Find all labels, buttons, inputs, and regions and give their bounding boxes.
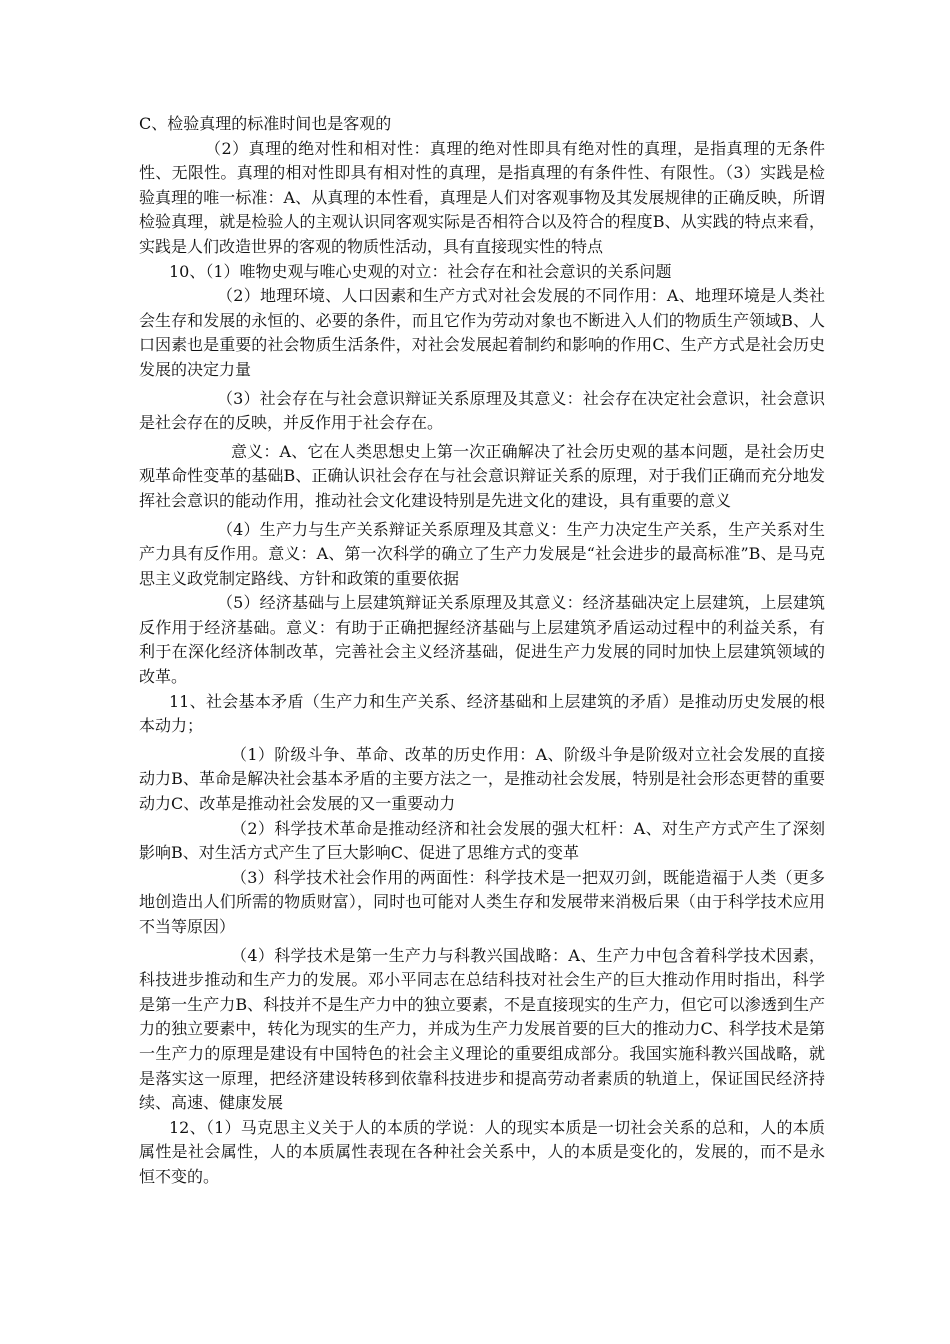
document-page [139,112,825,1190]
paragraph: C、检验真理的标准时间也是客观的 [139,114,392,133]
paragraph: （2）真理的绝对性和相对性：真理的绝对性即具有绝对性的真理，是指真理的无条件性、无限性。真理的相对性即具有相对性的真理，是指真理的有条件性、有限性。（3）实践是检验真理的唯一标准：A、从真理的本性看，真理是人们对客观事物及其发展规律的正确反映，所谓检验真理，就是检验人的主观认识同客观实际是否相符合以及符合的程度B、从实践的特点来看，实践是人们改造世界的客观的物质性活动，具有直接现实性的特点 [139,138,825,256]
paragraph: 11、社会基本矛盾（生产力和生产关系、经济基础和上层建筑的矛盾）是推动历史发展的根本动力； [139,691,825,736]
paragraph: （5）经济基础与上层建筑辩证关系原理及其意义：经济基础决定上层建筑，上层建筑反作用于经济基础。意义：有助于正确把握经济基础与上层建筑矛盾运动过程中的利益关系，有利于在深化经济体制改革，完善社会主义经济基础，促进生产力发展的同时加快上层建筑领域的改革。 [139,593,825,687]
paragraph: （2）科学技术革命是推动经济和社会发展的强大杠杆：A、对生产方式产生了深刻影响B、对生活方式产生了巨大影响C、促进了思维方式的变革 [139,818,825,863]
paragraph: 意义：A、它在人类思想史上第一次正确解决了社会历史观的基本问题，是社会历史观革命性变革的基础B、正确认识社会存在与社会意识辩证关系的原理，对于我们正确而充分地发挥社会意识的能动作用，推动社会文化建设特别是先进文化的建设，具有重要的意义 [139,441,825,510]
paragraph: （4）生产力与生产关系辩证关系原理及其意义：生产力决定生产关系，生产关系对生产力具有反作用。意义：A、第一次科学的确立了生产力发展是“社会进步的最高标准”B、是马克思主义政党制定路线、方针和政策的重要依据 [139,519,825,588]
paragraph: （1）阶级斗争、革命、改革的历史作用：A、阶级斗争是阶级对立社会发展的直接动力B、革命是解决社会基本矛盾的主要方法之一，是推动社会发展，特别是社会形态更替的重要动力C、改革是推动社会发展的又一重要动力 [139,744,825,814]
paragraph: （3）科学技术社会作用的两面性：科学技术是一把双刃剑，既能造福于人类（更多地创造出人们所需的物质财富），同时也可能对人类生存和发展带来消极后果（由于科学技术应用不当等原因） [139,867,825,936]
paragraph: 12、（1）马克思主义关于人的本质的学说：人的现实本质是一切社会关系的总和，人的本质属性是社会属性，人的本质属性表现在各种社会关系中，人的本质是变化的，发展的，而不是永恒不变的。 [139,1117,825,1186]
paragraph: 10、（1）唯物史观与唯心史观的对立：社会存在和社会意识的关系问题 [169,261,672,281]
paragraph: （4）科学技术是第一生产力与科教兴国战略：A、生产力中包含着科学技术因素，科技进步推动和生产力的发展。邓小平同志在总结科技对社会生产的巨大推动作用时指出，科学是第一生产力B、科技并不是生产力中的独立要素，不是直接现实的生产力，但它可以渗透到生产力的独立要素中，转化为现实的生产力，并成为生产力发展首要的巨大的推动力C、科学技术是第一生产力的原理是建设有中国特色的社会主义理论的重要组成部分。我国实施科教兴国战略，就是落实这一原理，把经济建设转移到依靠科技进步和提高劳动者素质的轨道上，保证国民经济持续、高速、健康发展 [139,945,825,1113]
paragraph: （3）社会存在与社会意识辩证关系原理及其意义：社会存在决定社会意识，社会意识是社会存在的反映，并反作用于社会存在。 [139,388,825,433]
paragraph: （2）地理环境、人口因素和生产方式对社会发展的不同作用：A、地理环境是人类社会生存和发展的永恒的、必要的条件，而且它作为劳动对象也不断进入人们的物质生产领域B、人口因素也是重要的社会物质生活条件，对社会发展起着制约和影响的作用C、生产方式是社会历史发展的决定力量 [139,286,825,379]
